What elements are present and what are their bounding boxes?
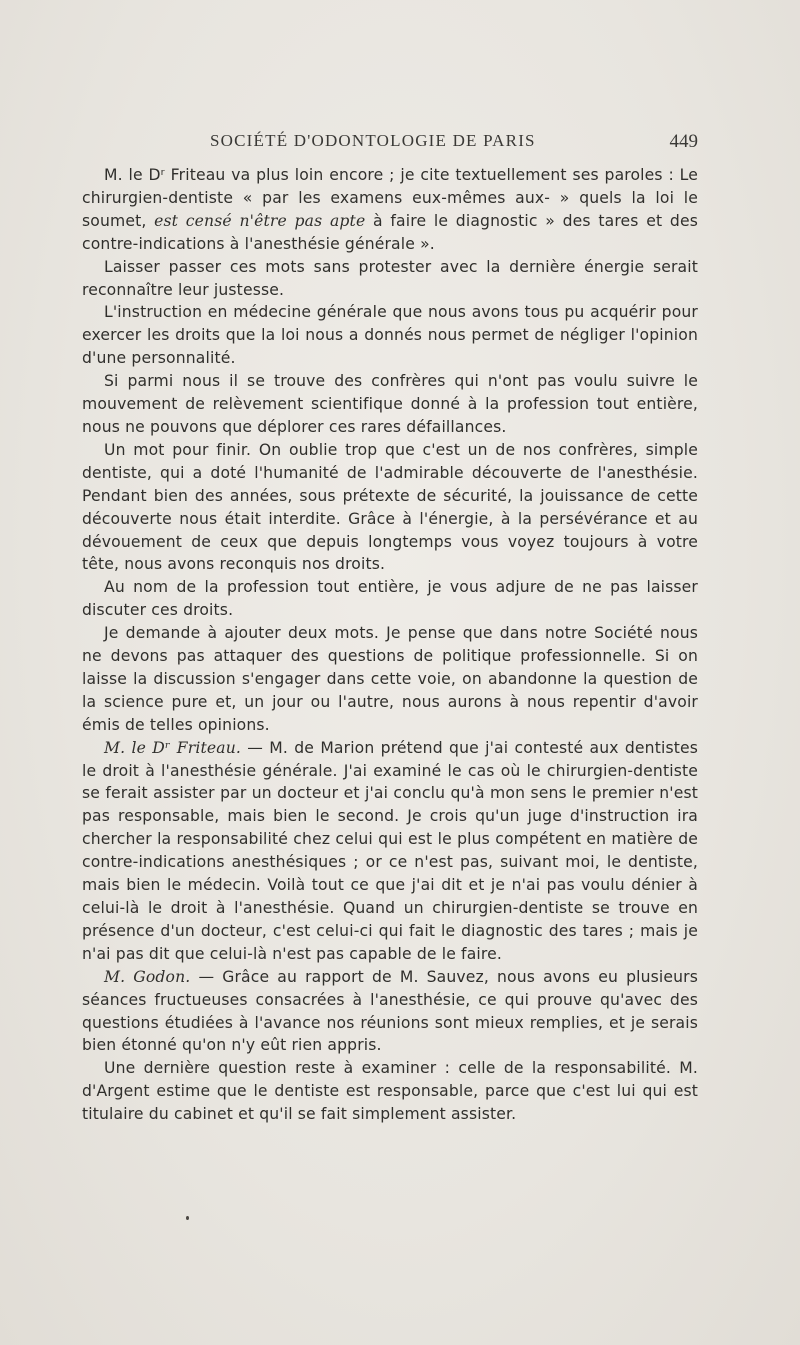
text-run: L'instruction en médecine générale que nous avons tous pu acquérir pour exercer les droits que la loi nous a donnés nous permet de négliger l'opinion d'une personnalité. [82, 303, 698, 368]
paragraph [82, 370, 698, 439]
body-text [82, 164, 698, 1126]
paragraph [82, 966, 698, 1058]
text-run: Un mot pour finir. On oublie trop que c'est un de nos confrères, simple dentiste, qui a doté l'humanité de l'admirable découverte de l'anesthésie. Pendant bien des années, sous prétexte de sécurité, la jouissance de cette découverte nous était interdite. Grâce à l'énergie, à la persévérance et au dévouement de ceux que depuis longtemps vous voyez toujours à votre tête, nous avons reconquis nos droits. [82, 440, 698, 574]
running-head: SOCIÉTÉ D'ODONTOLOGIE DE PARIS [210, 131, 536, 150]
paragraph [82, 301, 698, 370]
paragraph [82, 1057, 698, 1126]
page-number: 449 [669, 131, 698, 152]
text-run: — Grâce au rapport de M. Sauvez, nous avons eu plusieurs séances fructueuses consacrées à l'anesthésie, ce qui prouve qu'avec des questions étudiées à l'avance nos réunions sont mieux remplies, et je serais bien étonné qu'on n'y eût rien appris. [82, 967, 699, 1055]
paragraph [82, 622, 698, 737]
text-run: Une dernière question reste à examiner : celle de la responsabilité. M. d'Argent estime que le dentiste est responsable, parce que c'est lui qui est titulaire du cabinet et qu'il se fait simplement assister. [82, 1059, 698, 1124]
page-header [80, 131, 698, 155]
ink-speck [186, 1216, 189, 1220]
text-run: — M. de Marion prétend que j'ai contesté aux dentistes le droit à l'anesthésie générale. J'ai examiné le cas où le chirurgien-dentiste se ferait assister par un docteur et j'ai conclu qu'à mon sens le premier n'est pas responsable, mais bien le second. Je crois qu'un juge d'instruction ira chercher la responsabilité chez celui qui est le plus compétent en matière de contre-indications anesthésiques ; or ce n'est pas, suivant moi, le dentiste, mais bien le médecin. Voilà tout ce que j'ai dit et je n'ai pas voulu dénier à celui-là le droit à l'anesthésie. Quand un chirurgien-dentiste se trouve en présence d'un docteur, c'est celui-ci qui fait le diagnostic des tares ; mais je n'ai pas dit que celui-là n'est pas capable de le faire. [82, 738, 698, 963]
text-run: à faire le diagnostic » des tares et des contre-indications à l'anesthésie générale ». [82, 211, 698, 253]
speaker-name: M. le Dʳ Friteau. [104, 738, 242, 757]
speaker-name: M. Godon. [104, 967, 191, 986]
paragraph [82, 164, 698, 256]
quoted-italic-text: est censé n'être pas apte [154, 211, 366, 230]
paragraph [82, 737, 698, 966]
text-run: Si parmi nous il se trouve des confrères qui n'ont pas voulu suivre le mouvement de relèvement scientifique donné à la profession tout entière, nous ne pouvons que déplorer ces rares défaillances. [82, 372, 698, 436]
paragraph [82, 576, 698, 622]
text-run: Au nom de la profession tout entière, je vous adjure de ne pas laisser discuter ces droits. [82, 578, 698, 620]
text-run: Je demande à ajouter deux mots. Je pense que dans notre Société nous ne devons pas attaquer des questions de politique professionnelle. Si on laisse la discussion s'engager dans cette voie, on abandonne la question de la science pure et, un jour ou l'autre, nous aurons à nous repentir d'avoir émis de telles opinions. [82, 624, 698, 734]
paragraph [82, 256, 698, 302]
text-run: M. le Dʳ Friteau va plus loin encore ; je cite textuellement ses paroles : Le chirurgien-dentiste « par les examens eux-mêmes aux- » quels la loi le soumet, [82, 166, 698, 230]
text-run: Laisser passer ces mots sans protester avec la dernière énergie serait reconnaître leur justesse. [82, 257, 698, 299]
paragraph [82, 439, 698, 576]
